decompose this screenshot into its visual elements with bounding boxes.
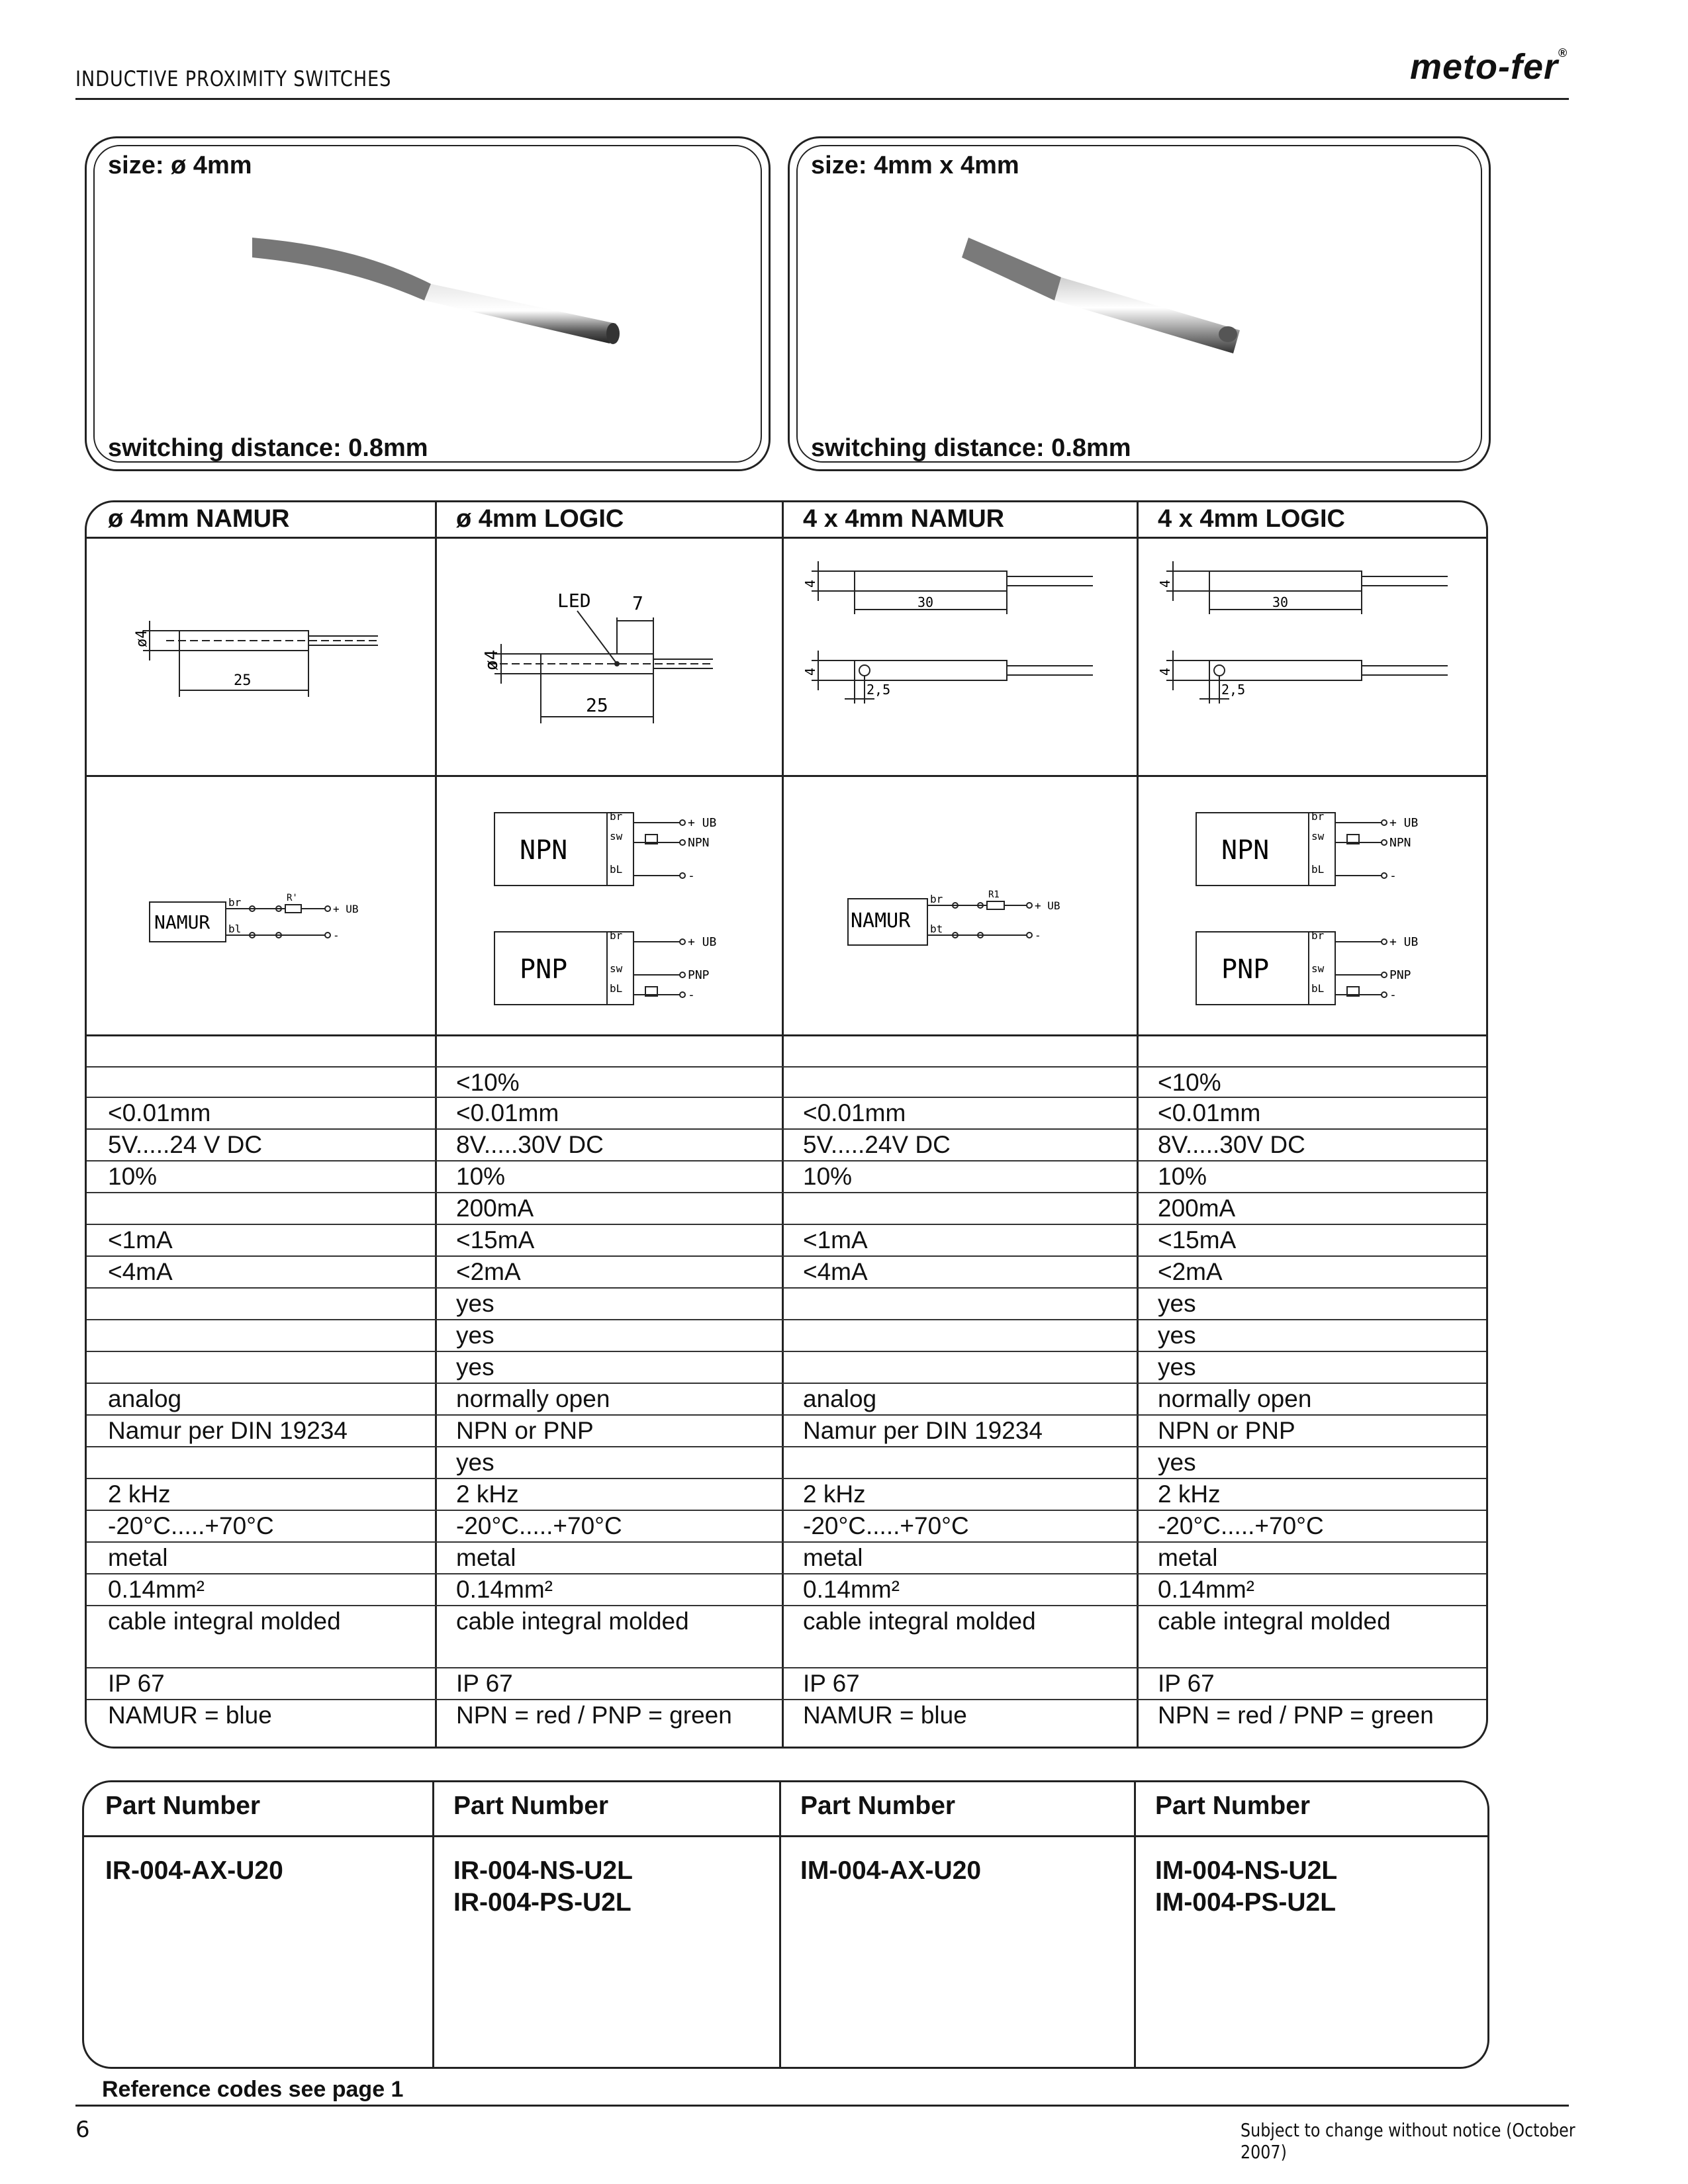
part-number: IM-004-PS-U2L [1155, 1888, 1336, 1917]
pnp-label: PNP [1221, 954, 1270, 985]
wire-label-switch: sw [1311, 830, 1325, 842]
wire-label-brown: br [228, 896, 242, 909]
spec-cell: <0.01mm [1158, 1099, 1261, 1126]
wire-label-switch: sw [610, 830, 623, 842]
dim-label-length: 30 [1272, 594, 1289, 610]
wire-label-blue: bl [228, 923, 242, 935]
wiring-row-divider [87, 1034, 1486, 1036]
header-rule [75, 98, 1569, 100]
spec-row-divider [87, 1160, 1486, 1161]
supply-label: + UB [688, 816, 717, 830]
dim-label-length: 25 [586, 694, 608, 716]
spec-cell: <0.01mm [456, 1099, 559, 1126]
dimension-drawing-round-logic [435, 538, 782, 774]
spec-cell: cable integral molded [456, 1608, 689, 1635]
spec-cell: Namur per DIN 19234 [803, 1417, 1043, 1444]
wiring-diagram-square-namur [782, 776, 1137, 1034]
part-number-header: Part Number [453, 1792, 609, 1820]
led-label: LED [557, 590, 591, 612]
wire-label-switch: sw [610, 962, 623, 975]
spec-cell: 200mA [1158, 1195, 1236, 1222]
spec-cell: metal [108, 1544, 168, 1571]
header-row-divider [84, 1835, 1487, 1837]
spec-row-divider [87, 1446, 1486, 1447]
spec-cell: yes [1158, 1322, 1196, 1349]
column-header-square-logic: 4 x 4mm LOGIC [1158, 505, 1345, 533]
spec-cell: 0.14mm² [456, 1576, 553, 1603]
spec-cell: IP 67 [456, 1670, 513, 1697]
wire-label-brown: br [1311, 929, 1325, 942]
dim-label-length: 30 [917, 594, 934, 610]
spec-cell: 10% [456, 1163, 506, 1190]
spec-cell: -20°C.....+70°C [1158, 1512, 1324, 1539]
column-divider [432, 1782, 434, 2067]
spec-cell: 0.14mm² [1158, 1576, 1254, 1603]
wiring-diagram-square-logic [1137, 776, 1486, 1034]
column-header-square-namur: 4 x 4mm NAMUR [803, 505, 1005, 533]
dim-label-width: 4 [1157, 667, 1173, 676]
spec-row-divider [87, 1066, 1486, 1068]
page-number: 6 [75, 2116, 90, 2143]
spec-row-divider [87, 1351, 1486, 1352]
spec-row-divider [87, 1541, 1486, 1543]
spec-cell: yes [456, 1290, 494, 1317]
spec-cell: 8V.....30V DC [1158, 1131, 1305, 1158]
spec-cell: cable integral molded [108, 1608, 341, 1635]
namur-label: NAMUR [851, 909, 911, 933]
dim-label-led-offset: 7 [632, 592, 643, 614]
spec-cell: <2mA [456, 1258, 521, 1285]
dim-label-offset: 2,5 [867, 682, 891, 698]
spec-cell: 5V.....24 V DC [108, 1131, 263, 1158]
reference-note: Reference codes see page 1 [102, 2077, 404, 2102]
product-distance-label: switching distance: 0.8mm [108, 434, 428, 462]
spec-cell: 0.14mm² [108, 1576, 205, 1603]
spec-cell: <10% [1158, 1069, 1221, 1096]
dimension-drawing-square-namur [782, 538, 1137, 774]
product-size-label: size: ø 4mm [108, 152, 252, 179]
npn-label: NPN [1221, 835, 1270, 866]
resistor-label: R1 [988, 889, 1000, 900]
spec-cell: <10% [456, 1069, 520, 1096]
ground-label: - [333, 929, 340, 942]
wire-label-blue: bL [1311, 863, 1325, 876]
spec-row-divider [87, 1573, 1486, 1574]
footer-rule [75, 2105, 1569, 2107]
spec-cell: NPN or PNP [456, 1417, 594, 1444]
ground-label: - [1389, 988, 1397, 1002]
spec-cell: NPN = red / PNP = green [1158, 1702, 1434, 1729]
part-number-header: Part Number [105, 1792, 261, 1820]
wire-label-blue: bL [610, 982, 623, 995]
spec-cell: 2 kHz [1158, 1480, 1221, 1508]
spec-cell: cable integral molded [1158, 1608, 1391, 1635]
spec-cell: yes [456, 1353, 494, 1381]
spec-cell: <15mA [1158, 1226, 1237, 1253]
spec-cell: NPN or PNP [1158, 1417, 1295, 1444]
specification-table [85, 500, 1488, 1749]
part-number-cell [453, 1855, 633, 1919]
square-sensor-image [955, 211, 1266, 357]
wiring-diagram-round-logic [435, 776, 782, 1034]
wire-label-brown: br [610, 810, 623, 823]
spec-cell: <1mA [803, 1226, 868, 1253]
dim-label-diameter: ø4 [134, 629, 150, 647]
column-header-round-namur: ø 4mm NAMUR [108, 505, 290, 533]
part-number-cell [105, 1855, 283, 1887]
npn-output-label: NPN [688, 836, 710, 850]
spec-cell: normally open [1158, 1385, 1312, 1412]
wire-label-blue: bt [930, 923, 943, 935]
ground-label: - [688, 988, 695, 1002]
spec-cell: yes [456, 1449, 494, 1476]
spec-cell: -20°C.....+70°C [803, 1512, 969, 1539]
supply-label: + UB [688, 935, 717, 949]
spec-cell: NAMUR = blue [108, 1702, 272, 1729]
part-number-cell [1155, 1855, 1337, 1919]
column-header-round-logic: ø 4mm LOGIC [456, 505, 624, 533]
part-number: IR-004-PS-U2L [453, 1888, 632, 1917]
spec-cell: <2mA [1158, 1258, 1223, 1285]
spec-cell: yes [1158, 1449, 1196, 1476]
dimension-drawing-square-logic [1137, 538, 1486, 774]
npn-label: NPN [520, 835, 568, 866]
product-box-round [85, 136, 771, 471]
part-number-cell [800, 1855, 981, 1887]
document-header-title: INDUCTIVE PROXIMITY SWITCHES [75, 66, 392, 91]
spec-row-divider [87, 1287, 1486, 1289]
wire-label-blue: bL [610, 863, 623, 876]
namur-label: NAMUR [154, 911, 211, 933]
spec-cell: 200mA [456, 1195, 534, 1222]
spec-cell: <1mA [108, 1226, 173, 1253]
supply-label: + UB [1035, 899, 1060, 912]
spec-cell: -20°C.....+70°C [108, 1512, 274, 1539]
wire-label-switch: sw [1311, 962, 1325, 975]
supply-label: + UB [1389, 816, 1419, 830]
supply-label: + UB [1389, 935, 1419, 949]
column-divider [1134, 1782, 1136, 2067]
logo-text: meto-fer [1410, 47, 1559, 87]
spec-row-divider [87, 1667, 1486, 1668]
resistor-label: R' [287, 893, 298, 903]
spec-cell: 2 kHz [803, 1480, 866, 1508]
spec-cell: metal [456, 1544, 516, 1571]
spec-cell: analog [803, 1385, 877, 1412]
part-number-header: Part Number [800, 1792, 956, 1820]
dim-label-offset: 2,5 [1221, 682, 1246, 698]
spec-cell: Namur per DIN 19234 [108, 1417, 348, 1444]
supply-label: + UB [333, 903, 359, 915]
ground-label: - [1389, 869, 1397, 883]
dimension-drawing-round-namur [87, 538, 435, 774]
part-number: IR-004-AX-U20 [105, 1856, 283, 1885]
spec-cell: <4mA [108, 1258, 173, 1285]
spec-cell: IP 67 [803, 1670, 860, 1697]
part-number: IR-004-NS-U2L [453, 1856, 633, 1885]
spec-cell: 2 kHz [108, 1480, 171, 1508]
spec-cell: 5V.....24V DC [803, 1131, 951, 1158]
npn-output-label: NPN [1389, 836, 1411, 850]
part-number: IM-004-AX-U20 [800, 1856, 982, 1885]
spec-row-divider [87, 1224, 1486, 1225]
pnp-output-label: PNP [1389, 968, 1411, 982]
spec-cell: 0.14mm² [803, 1576, 900, 1603]
column-divider [779, 1782, 781, 2067]
spec-cell: NPN = red / PNP = green [456, 1702, 732, 1729]
dim-label-diameter: ø4 [482, 649, 502, 670]
dim-label-length: 25 [234, 672, 252, 689]
spec-cell: yes [1158, 1353, 1196, 1381]
spec-cell: yes [456, 1322, 494, 1349]
spec-cell: metal [1158, 1544, 1218, 1571]
round-sensor-image [246, 218, 643, 350]
spec-cell: <15mA [456, 1226, 535, 1253]
product-box-square [788, 136, 1491, 471]
ground-label: - [1035, 929, 1041, 942]
spec-cell: normally open [456, 1385, 610, 1412]
product-size-label: size: 4mm x 4mm [811, 152, 1019, 179]
spec-cell: <4mA [803, 1258, 868, 1285]
pnp-label: PNP [520, 954, 568, 985]
spec-row-divider [87, 1097, 1486, 1098]
spec-row-divider [87, 1192, 1486, 1193]
dim-label-width: 4 [802, 667, 818, 676]
spec-cell: IP 67 [1158, 1670, 1215, 1697]
part-number-table [82, 1780, 1489, 2069]
spec-row-divider [87, 1319, 1486, 1320]
spec-cell: 10% [803, 1163, 853, 1190]
dim-label-width: 4 [802, 579, 818, 588]
spec-cell: 10% [108, 1163, 158, 1190]
wire-label-brown: br [1311, 810, 1325, 823]
wire-label-brown: br [610, 929, 623, 942]
change-notice: Subject to change without notice (October 2007) [1241, 2119, 1575, 2163]
spec-cell: cable integral molded [803, 1608, 1036, 1635]
spec-row-divider [87, 1478, 1486, 1479]
wire-label-blue: bL [1311, 982, 1325, 995]
pnp-output-label: PNP [688, 968, 710, 982]
spec-row-divider [87, 1255, 1486, 1257]
spec-cell: yes [1158, 1290, 1196, 1317]
wire-label-brown: br [930, 893, 943, 905]
part-number-header: Part Number [1155, 1792, 1311, 1820]
product-distance-label: switching distance: 0.8mm [811, 434, 1131, 462]
spec-cell: NAMUR = blue [803, 1702, 967, 1729]
spec-cell: 10% [1158, 1163, 1207, 1190]
dim-label-width: 4 [1157, 579, 1173, 588]
spec-cell: analog [108, 1385, 182, 1412]
spec-cell: 2 kHz [456, 1480, 519, 1508]
spec-cell: IP 67 [108, 1670, 165, 1697]
ground-label: - [688, 869, 695, 883]
spec-cell: 8V.....30V DC [456, 1131, 604, 1158]
part-number: IM-004-NS-U2L [1155, 1856, 1338, 1885]
spec-cell: <0.01mm [803, 1099, 906, 1126]
spec-cell: <0.01mm [108, 1099, 211, 1126]
spec-cell: metal [803, 1544, 863, 1571]
spec-cell: -20°C.....+70°C [456, 1512, 622, 1539]
registered-mark: ® [1558, 46, 1568, 60]
company-logo [1410, 46, 1568, 87]
wiring-diagram-round-namur [87, 776, 435, 1034]
